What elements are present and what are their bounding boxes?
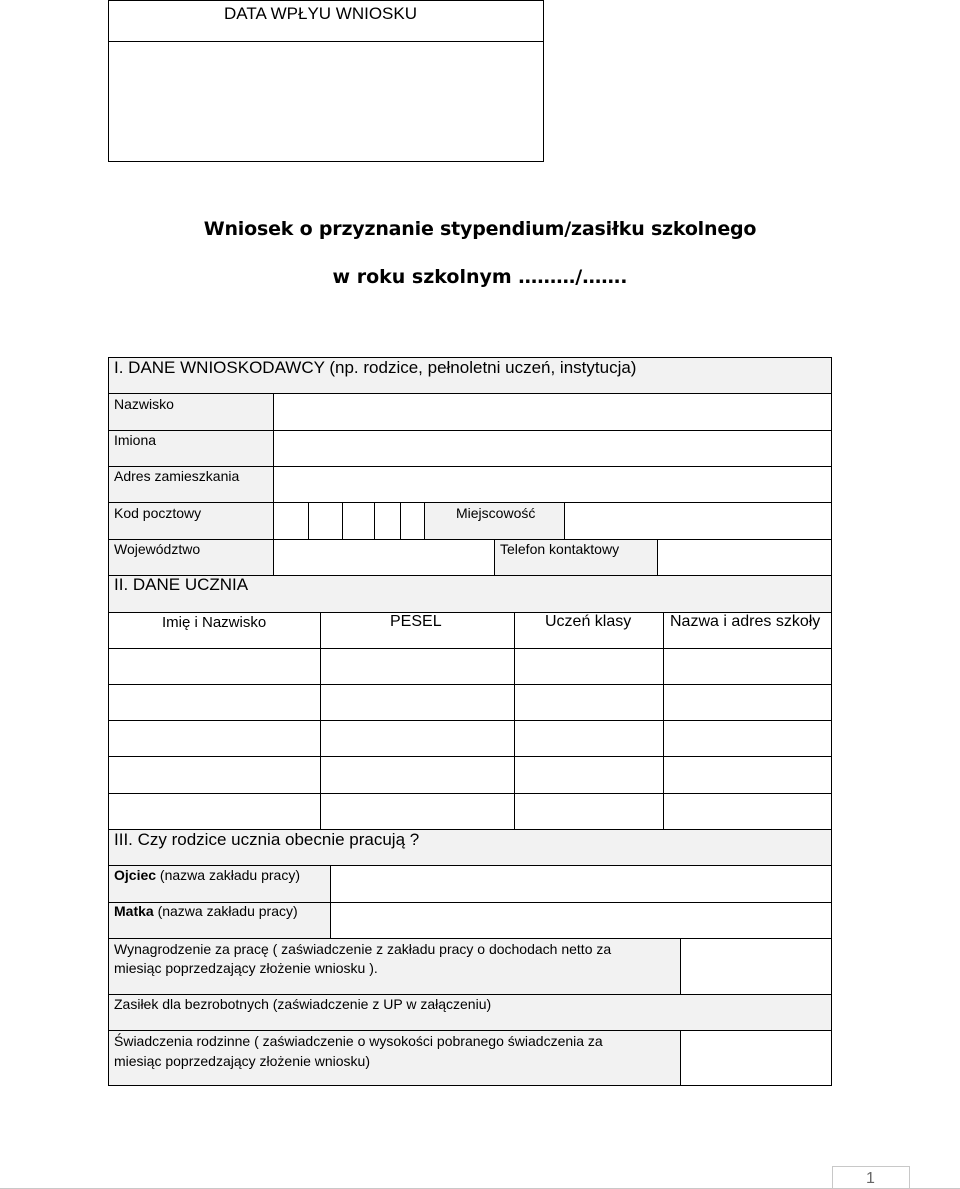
salary-label-line2: miesiąc poprzedzający złożenie wniosku ). xyxy=(114,960,378,976)
page-number: 1 xyxy=(866,1170,875,1187)
student-col-divider xyxy=(320,648,321,830)
salary-label-line1: Wynagrodzenie za pracę ( zaświadczenie z zakładu pracy o dochodach netto za xyxy=(114,941,612,957)
phone-field[interactable] xyxy=(657,539,832,576)
receipt-date-box xyxy=(108,0,544,162)
postal-digit-4[interactable] xyxy=(374,502,401,540)
family-benefits-amount-field[interactable] xyxy=(680,1030,832,1086)
family-benefits-label-line2: miesiąc poprzedzający złożenie wniosku) xyxy=(114,1053,371,1069)
section2-heading: II. DANE UCZNIA xyxy=(114,575,249,594)
city-field[interactable] xyxy=(564,502,832,540)
postal-digit-3[interactable] xyxy=(342,502,375,540)
unemployment-label: Zasiłek dla bezrobotnych (zaświadczenie z UP w załączeniu) xyxy=(114,996,492,1012)
mother-workplace-field[interactable] xyxy=(330,902,832,939)
postal-digit-5[interactable] xyxy=(400,502,425,540)
family-benefits-label-line1: Świadczenia rodzinne ( zaświadczenie o wysokości pobranego świadczenia za xyxy=(114,1033,603,1049)
postal-digit-2[interactable] xyxy=(308,502,343,540)
section3-heading: III. Czy rodzice ucznia obecnie pracują ? xyxy=(114,830,420,849)
student-row-divider xyxy=(108,720,832,721)
names-label: Imiona xyxy=(114,432,157,448)
student-col-class-label: Uczeń klasy xyxy=(545,613,632,630)
student-col-pesel-label: PESEL xyxy=(390,613,442,630)
student-col-divider xyxy=(514,648,515,830)
postal-code-label: Kod pocztowy xyxy=(114,505,202,521)
address-label: Adres zamieszkania xyxy=(114,468,240,484)
school-year-line: w roku szkolnym ………/……. xyxy=(332,266,628,288)
receipt-date-label: DATA WPŁYU WNIOSKU xyxy=(224,4,418,23)
phone-label: Telefon kontaktowy xyxy=(500,541,620,557)
postal-digit-1[interactable] xyxy=(273,502,309,540)
student-col-school-label: Nazwa i adres szkoły xyxy=(670,613,821,630)
student-row-divider xyxy=(108,684,832,685)
surname-field[interactable] xyxy=(273,393,832,431)
mother-label xyxy=(114,903,298,919)
father-workplace-field[interactable] xyxy=(330,865,832,903)
student-row-divider xyxy=(108,793,832,794)
salary-amount-field[interactable] xyxy=(680,938,832,995)
student-col-name-label: Imię i Nazwisko xyxy=(162,614,267,631)
student-row-divider xyxy=(108,756,832,757)
mother-label-rest: (nazwa zakładu pracy) xyxy=(153,903,298,919)
voivodeship-field[interactable] xyxy=(273,539,495,576)
city-label: Miejscowość xyxy=(456,505,536,521)
address-field[interactable] xyxy=(273,466,832,503)
surname-label: Nazwisko xyxy=(114,396,174,412)
voivodeship-label: Województwo xyxy=(114,541,201,557)
student-table-body xyxy=(108,648,832,830)
section1-heading: I. DANE WNIOSKODAWCY (np. rodzice, pełnoletni uczeń, instytucja) xyxy=(114,358,637,377)
student-col-divider xyxy=(663,648,664,830)
father-label-rest: (nazwa zakładu pracy) xyxy=(156,867,300,883)
form-title: Wniosek o przyznanie stypendium/zasiłku szkolnego xyxy=(203,218,757,240)
mother-label-bold: Matka xyxy=(114,903,154,919)
father-label xyxy=(114,867,300,883)
father-label-bold: Ojciec xyxy=(114,867,157,883)
names-field[interactable] xyxy=(273,430,832,467)
